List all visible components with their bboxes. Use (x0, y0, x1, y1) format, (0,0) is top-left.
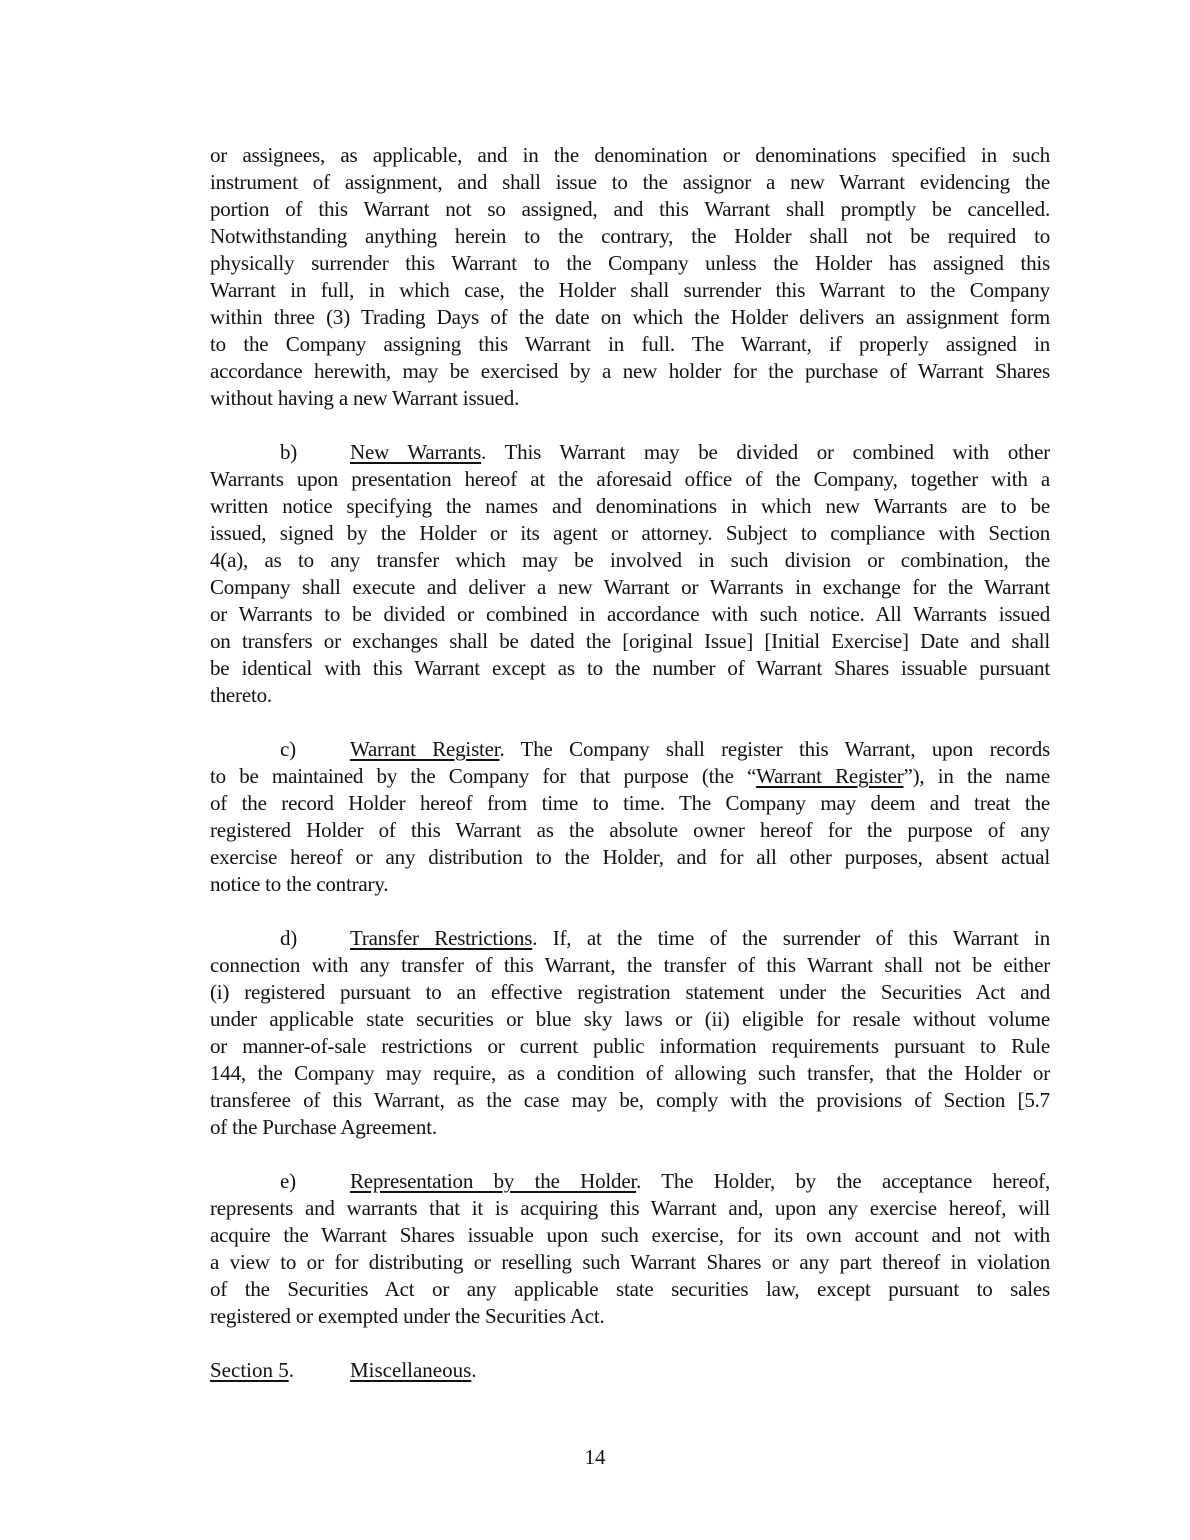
text-line: Warrants upon presentation hereof at the aforesaid office of the Company, together with a (210, 467, 1050, 491)
text-line: (i) registered pursuant to an effective registration statement under the Securities Act and (210, 980, 1050, 1004)
page-number: 14 (584, 1445, 606, 1469)
text-line: on transfers or exchanges shall be dated the [original Issue] [Initial Exercise] Date and shall (210, 629, 1050, 653)
text-line: or Warrants to be divided or combined in accordance with such notice. All Warrants issued (210, 602, 1050, 626)
text-line: notice to the contrary. (210, 872, 389, 896)
text-line: instrument of assignment, and shall issue to the assignor a new Warrant evidencing the (210, 170, 1050, 194)
text-line: under applicable state securities or blue sky laws or (ii) eligible for resale without volume (210, 1007, 1050, 1031)
paragraph-first-line (210, 925, 1050, 952)
paragraph-e-representation (210, 1168, 1050, 1330)
text-line: Notwithstanding anything herein to the contrary, the Holder shall not be required to (210, 224, 1050, 248)
section-title-punct: . (471, 1358, 477, 1382)
clause-label: b) (280, 440, 298, 464)
text-line: acquire the Warrant Shares issuable upon such exercise, for its own account and not with (210, 1223, 1050, 1247)
text-run: . The Company shall register this Warrant, upon records (499, 737, 1050, 761)
section-title: Miscellaneous (350, 1358, 472, 1382)
text-line: transferee of this Warrant, as the case may be, comply with the provisions of Section [5.7 (210, 1088, 1050, 1112)
clause-heading: New Warrants (350, 440, 482, 464)
paragraph-b-new-warrants (210, 439, 1050, 709)
text-line: accordance herewith, may be exercised by a new holder for the purchase of Warrant Shares (210, 359, 1050, 383)
text-line: issued, signed by the Holder or its agent or attorney. Subject to compliance with Section (210, 521, 1050, 545)
clause-heading: Warrant Register (350, 737, 500, 761)
text-line: a view to or for distributing or reselling such Warrant Shares or any part thereof in violation (210, 1250, 1050, 1274)
text-line: of the record Holder hereof from time to time. The Company may deem and treat the (210, 791, 1050, 815)
clause-heading: Representation by the Holder (350, 1169, 637, 1193)
text-run: . The Holder, by the acceptance hereof, (636, 1169, 1050, 1193)
text-run: . This Warrant may be divided or combined with other (481, 440, 1050, 464)
text-line: without having a new Warrant issued. (210, 386, 520, 410)
text-line: 4(a), as to any transfer which may be involved in such division or combination, the (210, 548, 1050, 572)
text-line: within three (3) Trading Days of the date on which the Holder delivers an assignment form (210, 305, 1050, 329)
text-line: Warrant in full, in which case, the Holder shall surrender this Warrant to the Company (210, 278, 1050, 302)
clause-label: e) (280, 1169, 296, 1193)
text-line: written notice specifying the names and denominations in which new Warrants are to be (210, 494, 1050, 518)
section-5-heading (210, 1357, 1050, 1384)
text-line: portion of this Warrant not so assigned, and this Warrant shall promptly be cancelled. (210, 197, 1050, 221)
paragraph-d-transfer-restrictions (210, 925, 1050, 1141)
text-line: represents and warrants that it is acquiring this Warrant and, upon any exercise hereof, will (210, 1196, 1050, 1220)
paragraph-c-warrant-register (210, 736, 1050, 898)
text-line: physically surrender this Warrant to the Company unless the Holder has assigned this (210, 251, 1050, 275)
text-run: to be maintained by the Company for that purpose (the “ (210, 764, 757, 788)
text-line: exercise hereof or any distribution to the Holder, and for all other purposes, absent actual (210, 845, 1050, 869)
text-line: be identical with this Warrant except as to the number of Warrant Shares issuable pursuant (210, 656, 1050, 680)
text-line: Company shall execute and deliver a new Warrant or Warrants in exchange for the Warrant (210, 575, 1050, 599)
text-line: thereto. (210, 683, 272, 707)
document-page (210, 142, 1050, 1384)
text-line: of the Securities Act or any applicable state securities law, except pursuant to sales (210, 1277, 1050, 1301)
text-line: 144, the Company may require, as a condition of allowing such transfer, that the Holder or (210, 1061, 1050, 1085)
paragraph-first-line (210, 439, 1050, 466)
text-line (210, 763, 1050, 790)
clause-label: d) (280, 926, 298, 950)
paragraph-first-line (210, 736, 1050, 763)
text-line: of the Purchase Agreement. (210, 1115, 437, 1139)
clause-heading: Transfer Restrictions (350, 926, 533, 950)
paragraph-a-continued (210, 142, 1050, 412)
section-number-punct: . (288, 1358, 294, 1382)
section-number-text: Section 5 (210, 1358, 289, 1382)
text-line: to the Company assigning this Warrant in full. The Warrant, if properly assigned in (210, 332, 1050, 356)
defined-term: Warrant Register (756, 764, 904, 788)
text-line: registered or exempted under the Securities Act. (210, 1304, 605, 1328)
text-run: . If, at the time of the surrender of this Warrant in (532, 926, 1050, 950)
paragraph-first-line (210, 1168, 1050, 1195)
text-line: registered Holder of this Warrant as the absolute owner hereof for the purpose of any (210, 818, 1050, 842)
text-line: connection with any transfer of this Warrant, the transfer of this Warrant shall not be either (210, 953, 1050, 977)
text-run: ”), in the name (903, 764, 1050, 788)
text-line: or assignees, as applicable, and in the denomination or denominations specified in such (210, 143, 1050, 167)
clause-label: c) (280, 737, 296, 761)
section-number (210, 1357, 350, 1384)
text-line: or manner-of-sale restrictions or current public information requirements pursuant to Rule (210, 1034, 1050, 1058)
